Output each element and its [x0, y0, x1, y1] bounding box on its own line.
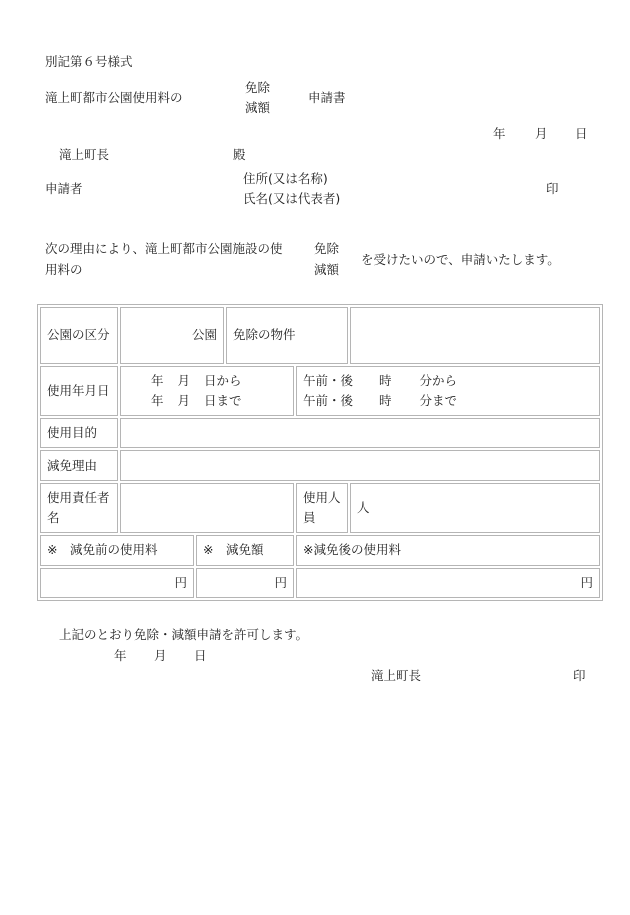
- date-month: 月: [535, 126, 548, 141]
- usage-date-range[interactable]: [120, 366, 294, 416]
- fee-before-value[interactable]: 円: [40, 568, 194, 598]
- date-day: 日: [575, 126, 588, 141]
- title-prefix: 滝上町都市公園使用料の: [45, 90, 183, 105]
- people-count-unit[interactable]: 人: [350, 483, 600, 533]
- approval-seal: 印: [573, 668, 586, 683]
- approval-text: 上記のとおり免除・減額申請を許可します。: [59, 627, 309, 642]
- date-from: 年 月 日から: [151, 372, 242, 388]
- applicant-label: 申請者: [45, 181, 83, 196]
- approval-day: 日: [194, 648, 207, 663]
- approval-month: 月: [154, 648, 167, 663]
- fee-after-value[interactable]: 円: [296, 568, 600, 598]
- responsible-person-value[interactable]: [120, 483, 294, 533]
- people-count-label: 使用人員: [296, 483, 348, 533]
- time-to: 午前・後 時 分まで: [303, 392, 458, 408]
- reduction-amount-value[interactable]: 円: [196, 568, 294, 598]
- form-number: 別記第６号様式: [45, 54, 133, 69]
- intro-option-exemption: 免除: [314, 241, 340, 256]
- intro-line-2: 用料の: [45, 262, 83, 277]
- fee-after-label: ※減免後の使用料: [296, 535, 600, 565]
- usage-date-label: 使用年月日: [40, 366, 118, 416]
- approval-signer: 滝上町長: [371, 668, 422, 683]
- addressee-honorific: 殿: [233, 147, 246, 162]
- reduction-amount-label: ※ 減免額: [196, 535, 294, 565]
- approval-year: 年: [114, 648, 127, 663]
- fee-before-label: ※ 減免前の使用料: [40, 535, 194, 565]
- applicant-name-label: 氏名(又は代表者): [243, 191, 341, 206]
- applicant-seal: 印: [546, 181, 559, 196]
- title-option-reduction: 減額: [245, 100, 271, 115]
- date-to: 年 月 日まで: [151, 392, 242, 408]
- intro-suffix: を受けたいので、申請いたします。: [361, 252, 560, 267]
- date-year: 年: [493, 126, 506, 141]
- time-from: 午前・後 時 分から: [303, 372, 458, 388]
- application-table: [37, 304, 603, 601]
- usage-time-range[interactable]: [296, 366, 600, 416]
- responsible-person-label: 使用責任者 名: [40, 483, 118, 533]
- title-suffix: 申請書: [308, 90, 346, 105]
- intro-option-reduction: 減額: [314, 262, 340, 277]
- applicant-address-label: 住所(又は名称): [243, 171, 328, 186]
- intro-line-1: 次の理由により、滝上町都市公園施設の使: [45, 241, 283, 256]
- usage-purpose-label: 使用目的: [40, 418, 118, 448]
- reduction-reason-label: 減免理由: [40, 450, 118, 480]
- reduction-reason-value[interactable]: [120, 450, 600, 480]
- usage-purpose-value[interactable]: [120, 418, 600, 448]
- title-option-exemption: 免除: [245, 80, 271, 95]
- park-category-label: 公園の区分: [40, 307, 118, 364]
- addressee-name: 滝上町長: [59, 147, 110, 162]
- exempt-item-label: 免除の物件: [226, 307, 348, 364]
- exempt-item-value[interactable]: [350, 307, 600, 364]
- park-category-unit: 公園: [120, 307, 224, 364]
